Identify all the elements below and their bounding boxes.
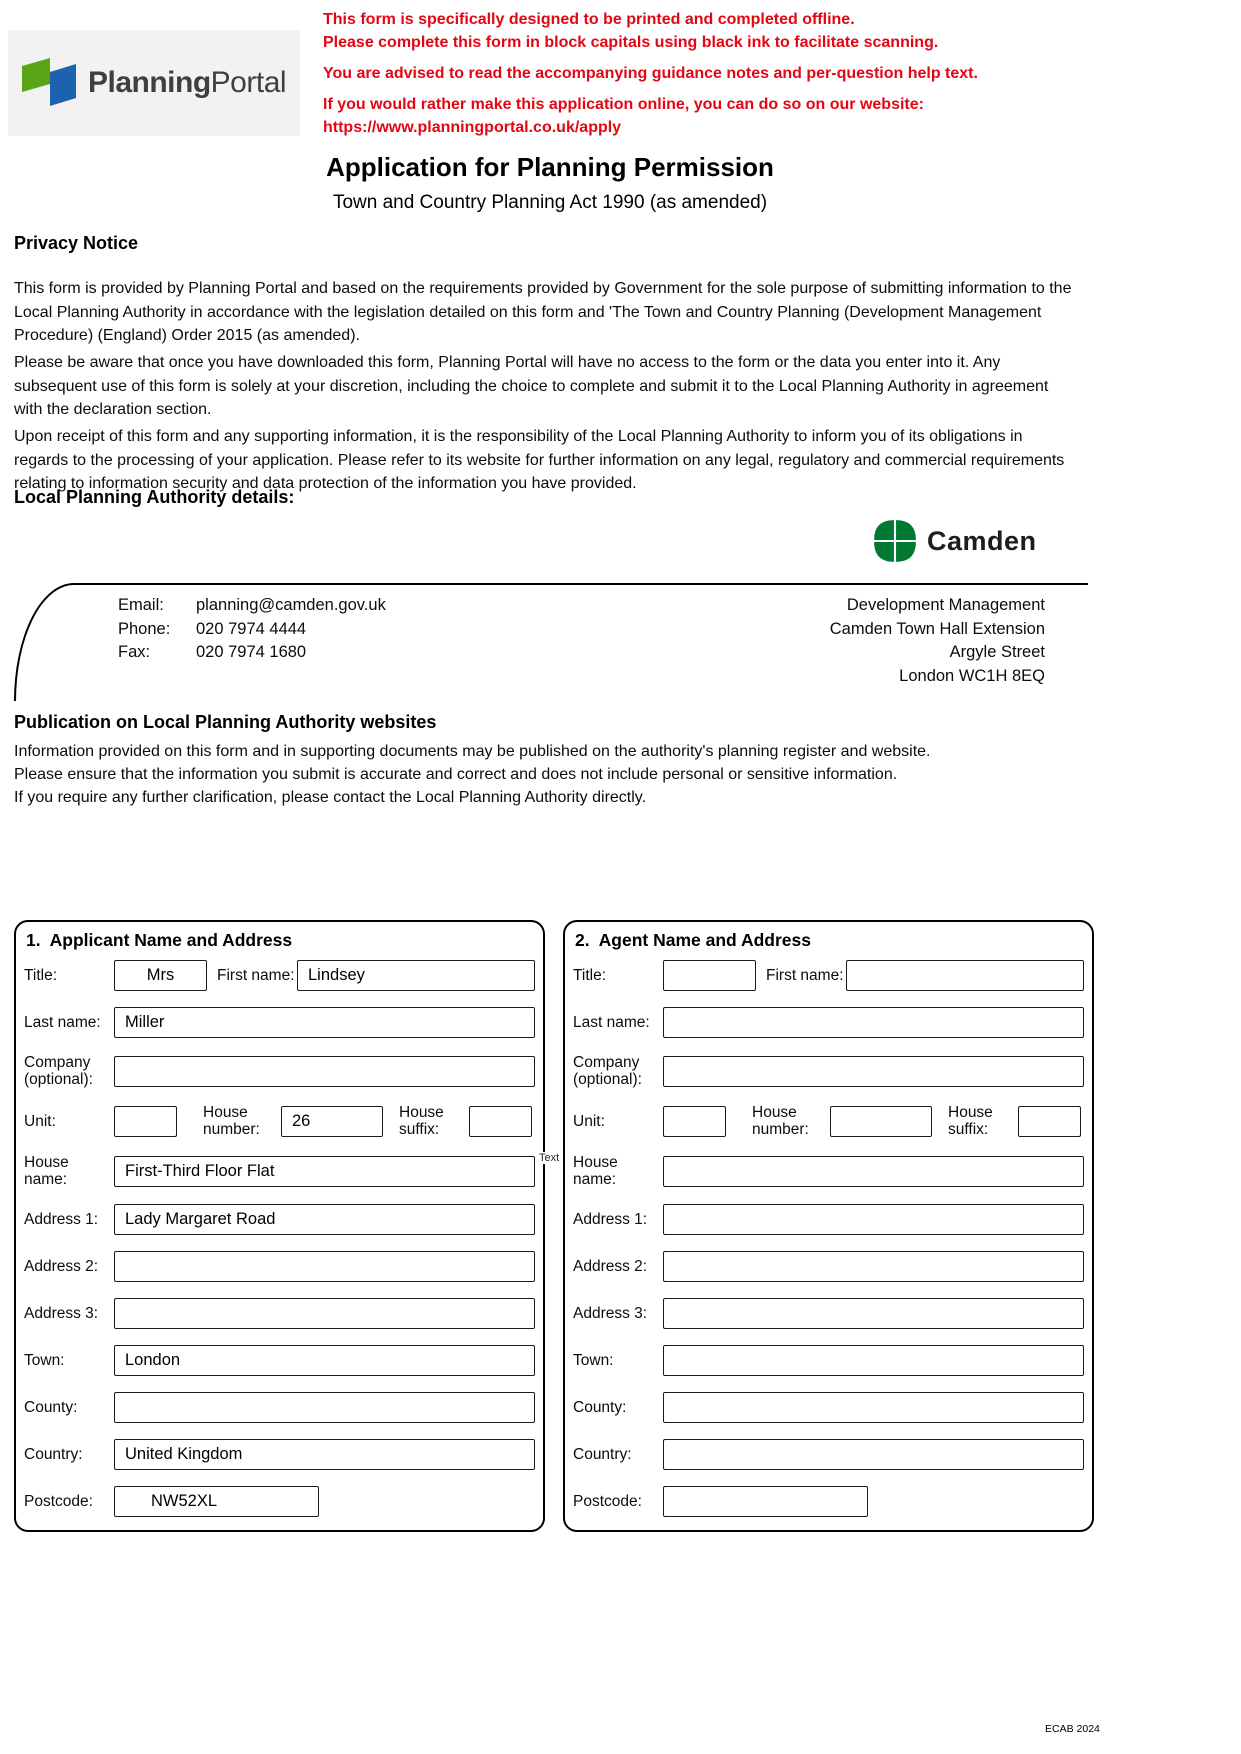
address2-label: Address 2: [24,1258,99,1275]
applicant-house-name-field[interactable]: First-Third Floor Flat [114,1156,535,1187]
lpa-details-heading: Local Planning Authority details: [14,487,295,507]
phone-label: Phone: [118,619,171,638]
agent-house-name-field[interactable] [663,1156,1084,1187]
agent-section-heading: 2. Agent Name and Address [575,930,811,950]
agent-title-field[interactable] [663,960,756,991]
applicant-town-field[interactable]: London [114,1345,535,1376]
agent-county-field[interactable] [663,1392,1084,1423]
text-tooltip-artifact: Text [539,1152,560,1164]
house-number-label: House number: [203,1104,260,1138]
form-revision-code: ECAB 2024 [1045,1723,1100,1735]
applicant-postcode-row [24,1486,535,1517]
lpa-address-line: Camden Town Hall Extension [829,619,1045,638]
agent-address3-field[interactable] [663,1298,1084,1329]
applicant-house-suffix-field[interactable] [469,1106,532,1137]
town-label: Town: [24,1352,65,1369]
publication-heading: Publication on Local Planning Authority websites [14,712,437,732]
applicant-section [14,920,545,1532]
lpa-address-line: Development Management [846,596,1045,614]
agent-house-suffix-field[interactable] [1018,1106,1081,1137]
camden-logo [872,518,1037,564]
agent-unit-row [573,1104,1084,1138]
publication-paragraph [14,740,1080,809]
apply-online-link[interactable]: https://www.planningportal.co.uk/apply [323,119,622,136]
lpa-email-value[interactable]: planning@camden.gov.uk [196,596,386,614]
unit-label: Unit: [24,1112,56,1130]
applicant-section-heading: 1. Applicant Name and Address [26,930,293,950]
first-name-label: First name: [766,967,844,984]
lpa-address-block [690,594,1045,688]
brand-regular: Portal [210,66,287,99]
agent-country-row [573,1439,1084,1470]
title-label: Title: [573,967,607,984]
privacy-paragraph-2: Please be aware that once you have downloaded this form, Planning Portal will have no access to the form or the data you enter into it. Any subsequent use of this form is solely at your discretion, including the choice to complete and submit it to the Local Planning Authority in agreement with the declaration section. [14,354,1049,418]
house-name-label: House name: [24,1154,69,1188]
lpa-email-row [118,594,386,618]
country-label: Country: [573,1446,632,1463]
agent-unit-field[interactable] [663,1106,726,1137]
lpa-address-line: London WC1H 8EQ [899,666,1045,685]
planning-portal-mark-icon [20,56,78,110]
applicant-country-row [24,1439,535,1470]
last-name-label: Last name: [573,1014,650,1031]
applicant-address1-field[interactable]: Lady Margaret Road [114,1204,535,1235]
notice-line: Please complete this form in block capitals using black ink to facilitate scanning. [323,34,939,51]
agent-address2-field[interactable] [663,1251,1084,1282]
agent-house-name-row [573,1154,1084,1188]
title-label: Title: [24,967,58,984]
agent-first-name-field[interactable] [846,960,1084,991]
county-label: County: [573,1399,627,1416]
applicant-town-row [24,1345,535,1376]
applicant-last-name-field[interactable]: Miller [114,1007,535,1038]
applicant-address2-row [24,1251,535,1282]
privacy-paragraph-3: Upon receipt of this form and any supporting information, it is the responsibility of the Local Planning Authority to inform you of its obligations in regards to the processing of your application. Please refer to its website for further information on any legal, regulatory and commercial requirements relating to information security and data protection of the information you have provided. [14,428,1065,492]
lpa-contact-block [118,594,386,665]
postcode-label: Postcode: [24,1493,93,1510]
applicant-county-row [24,1392,535,1423]
agent-address3-row [573,1298,1084,1329]
camden-leaf-icon [872,518,918,564]
agent-last-name-row [573,1007,1084,1038]
house-name-label: House name: [573,1154,618,1188]
town-label: Town: [573,1352,614,1369]
applicant-address1-row [24,1204,535,1235]
notice-line: If you would rather make this application online, you can do so on our website: [323,96,924,113]
email-label: Email: [118,596,164,614]
applicant-address3-field[interactable] [114,1298,535,1329]
applicant-title-row [24,960,535,991]
house-suffix-label: House suffix: [399,1104,444,1138]
postcode-label: Postcode: [573,1493,642,1510]
agent-address1-row [573,1204,1084,1235]
page-title: Application for Planning Permission [326,152,774,182]
company-label: Company (optional): [24,1054,93,1088]
publication-line: Information provided on this form and in supporting documents may be published on the authority's planning register and website. [14,743,931,760]
applicant-address2-field[interactable] [114,1251,535,1282]
agent-title-row [573,960,1084,991]
agent-town-field[interactable] [663,1345,1084,1376]
agent-town-row [573,1345,1084,1376]
applicant-postcode-field[interactable]: NW52XL [114,1486,319,1517]
applicant-address3-row [24,1298,535,1329]
applicant-first-name-field[interactable]: Lindsey [297,960,535,991]
applicant-title-field[interactable]: Mrs [114,960,207,991]
agent-company-row [573,1054,1084,1088]
county-label: County: [24,1399,78,1416]
agent-postcode-row [573,1486,1084,1517]
publication-line: Please ensure that the information you submit is accurate and correct and does not include personal or sensitive information. [14,766,898,783]
planning-portal-logo [8,30,300,136]
page-subtitle: Town and Country Planning Act 1990 (as amended) [332,192,768,213]
applicant-company-row [24,1054,535,1088]
address1-label: Address 1: [573,1211,648,1228]
applicant-house-name-row [24,1154,535,1188]
offline-form-notices [323,8,1063,139]
first-name-label: First name: [217,967,295,984]
agent-address2-row [573,1251,1084,1282]
applicant-company-field[interactable] [114,1056,535,1087]
privacy-paragraph-1: This form is provided by Planning Portal and based on the requirements provided by Government for the sole purpose of submitting information to the Local Planning Authority in accordance with the legislation detailed on this form and 'The Town and Country Planning (Development Management Procedure) (England) Order 2015 (as amended). [14,280,1072,344]
notice-line: You are advised to read the accompanying guidance notes and per-question help text. [323,65,978,82]
notice-line: This form is specifically designed to be printed and completed offline. [323,11,855,28]
address2-label: Address 2: [573,1258,648,1275]
last-name-label: Last name: [24,1014,101,1031]
address3-label: Address 3: [24,1305,99,1322]
house-suffix-label: House suffix: [948,1104,993,1138]
agent-last-name-field[interactable] [663,1007,1084,1038]
fax-label: Fax: [118,643,151,661]
agent-county-row [573,1392,1084,1423]
applicant-county-field[interactable] [114,1392,535,1423]
lpa-fax-row [118,641,386,665]
lpa-address-line: Argyle Street [949,643,1045,661]
agent-section [563,920,1094,1532]
lpa-phone-row [118,618,386,642]
address3-label: Address 3: [573,1305,648,1322]
agent-company-field[interactable] [663,1056,1084,1087]
camden-wordmark: Camden [927,525,1037,556]
agent-address1-field[interactable] [663,1204,1084,1235]
agent-postcode-field[interactable] [663,1486,868,1517]
applicant-unit-row [24,1104,535,1138]
privacy-notice-heading: Privacy Notice [14,233,139,253]
lpa-phone-value: 020 7974 4444 [196,619,307,638]
publication-line: If you require any further clarification, please contact the Local Planning Authority directly. [14,789,647,806]
unit-label: Unit: [573,1112,605,1130]
brand-bold: Planning [88,66,211,99]
company-label: Company (optional): [573,1054,642,1088]
agent-house-number-field[interactable] [830,1106,932,1137]
lpa-fax-value: 020 7974 1680 [196,643,307,661]
applicant-house-number-field[interactable]: 26 [281,1106,383,1137]
country-label: Country: [24,1446,83,1463]
planning-portal-wordmark [88,66,286,100]
house-number-label: House number: [752,1104,809,1138]
applicant-country-field[interactable]: United Kingdom [114,1439,535,1470]
agent-country-field[interactable] [663,1439,1084,1470]
address1-label: Address 1: [24,1211,99,1228]
applicant-last-name-row [24,1007,535,1038]
applicant-unit-field[interactable] [114,1106,177,1137]
